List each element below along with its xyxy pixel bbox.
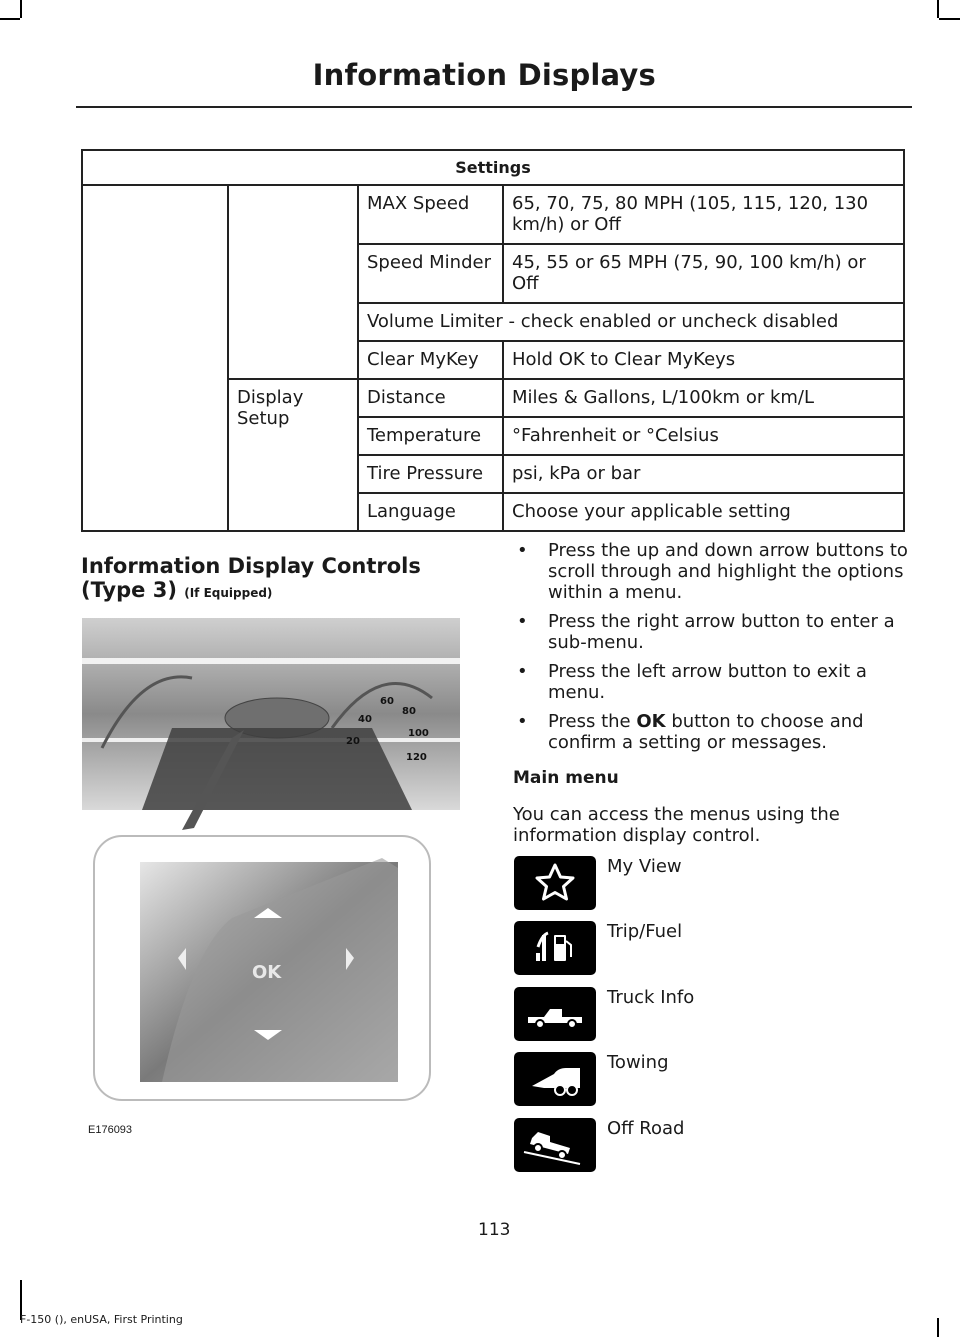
off-road-truck-icon (514, 1118, 596, 1172)
list-item: • Press the up and down arrow buttons to scroll through and highlight the options within a menu. (513, 540, 908, 603)
table-cell: Miles & Gallons, L/100km or km/L (503, 379, 904, 417)
crop-mark (939, 18, 960, 20)
section-heading (81, 554, 461, 605)
ok-button: OK (252, 962, 282, 983)
table-cell: Hold OK to Clear MyKeys (503, 341, 904, 379)
table-cell: 45, 55 or 65 MPH (75, 90, 100 km/h) or Off (503, 244, 904, 303)
list-item-text: button to choose and confirm a setting or messages. (548, 711, 864, 753)
table-cell: psi, kPa or bar (503, 455, 904, 493)
menu-item-truck-info (514, 987, 874, 1043)
list-item: • Press the left arrow button to exit a menu. (513, 661, 908, 703)
steering-wheel-shape (142, 728, 412, 810)
table-cell: Volume Limiter - check enabled or uncheck disabled (358, 303, 904, 341)
table-cell: Choose your applicable setting (503, 493, 904, 531)
figure-code: E176093 (88, 1124, 133, 1136)
menu-item-trip-fuel (514, 921, 874, 977)
list-item: • Press the right arrow button to enter a sub-menu. (513, 611, 908, 653)
crop-mark (20, 0, 22, 18)
gauge-tick: 80 (402, 706, 416, 717)
settings-table (81, 149, 905, 532)
footer-text: F-150 (), enUSA, First Printing (20, 1313, 183, 1326)
table-cell: Clear MyKey (358, 341, 503, 379)
crop-mark (937, 0, 939, 18)
menu-item-label: Towing (607, 1052, 669, 1073)
table-cell: Language (358, 493, 503, 531)
table-cell: Speed Minder (358, 244, 503, 303)
list-item (513, 711, 908, 753)
crop-mark (0, 18, 20, 20)
list-item-text: Press the (548, 711, 637, 732)
gauge-tick: 100 (408, 728, 429, 739)
menu-item-label: My View (607, 856, 682, 877)
table-cell: 65, 70, 75, 80 MPH (105, 115, 120, 130 km/h) or Off (503, 185, 904, 244)
page-title: Information Displays (312, 58, 656, 92)
table-cell: Display Setup (228, 379, 358, 531)
header-rule (76, 106, 912, 108)
list-item-bold: OK (636, 711, 666, 732)
table-cell: Distance (358, 379, 503, 417)
table-cell: °Fahrenheit or °Celsius (503, 417, 904, 455)
display-controls-illustration (82, 618, 460, 1138)
crop-mark (937, 1318, 939, 1337)
main-menu-intro: You can access the menus using the information display control. (513, 804, 840, 846)
trailer-icon (514, 1052, 596, 1106)
gauge-tick: 20 (346, 736, 360, 747)
page-number: 113 (478, 1220, 511, 1240)
fuel-pump-icon (514, 921, 596, 975)
main-menu-heading: Main menu (513, 768, 619, 788)
gauge-tick: 120 (406, 752, 427, 763)
table-cell: Tire Pressure (358, 455, 503, 493)
table-cell: Temperature (358, 417, 503, 455)
instruction-list (513, 540, 908, 761)
pickup-truck-icon (514, 987, 596, 1041)
gauge-tick: 60 (380, 696, 394, 707)
menu-item-label: Truck Info (607, 987, 695, 1008)
gauge-tick: 40 (358, 714, 372, 725)
menu-item-label: Off Road (607, 1118, 685, 1139)
section-heading-text: Information Display Controls (Type 3) (81, 554, 421, 602)
menu-item-off-road (514, 1118, 874, 1174)
table-title: Settings (82, 150, 904, 185)
menu-item-my-view (514, 856, 874, 912)
table-cell-empty (82, 185, 228, 531)
section-heading-note: (If Equipped) (184, 586, 273, 600)
star-icon (514, 856, 596, 910)
menu-item-label: Trip/Fuel (607, 921, 683, 942)
menu-item-towing (514, 1052, 874, 1108)
table-cell-empty (228, 185, 358, 379)
table-cell: MAX Speed (358, 185, 503, 244)
